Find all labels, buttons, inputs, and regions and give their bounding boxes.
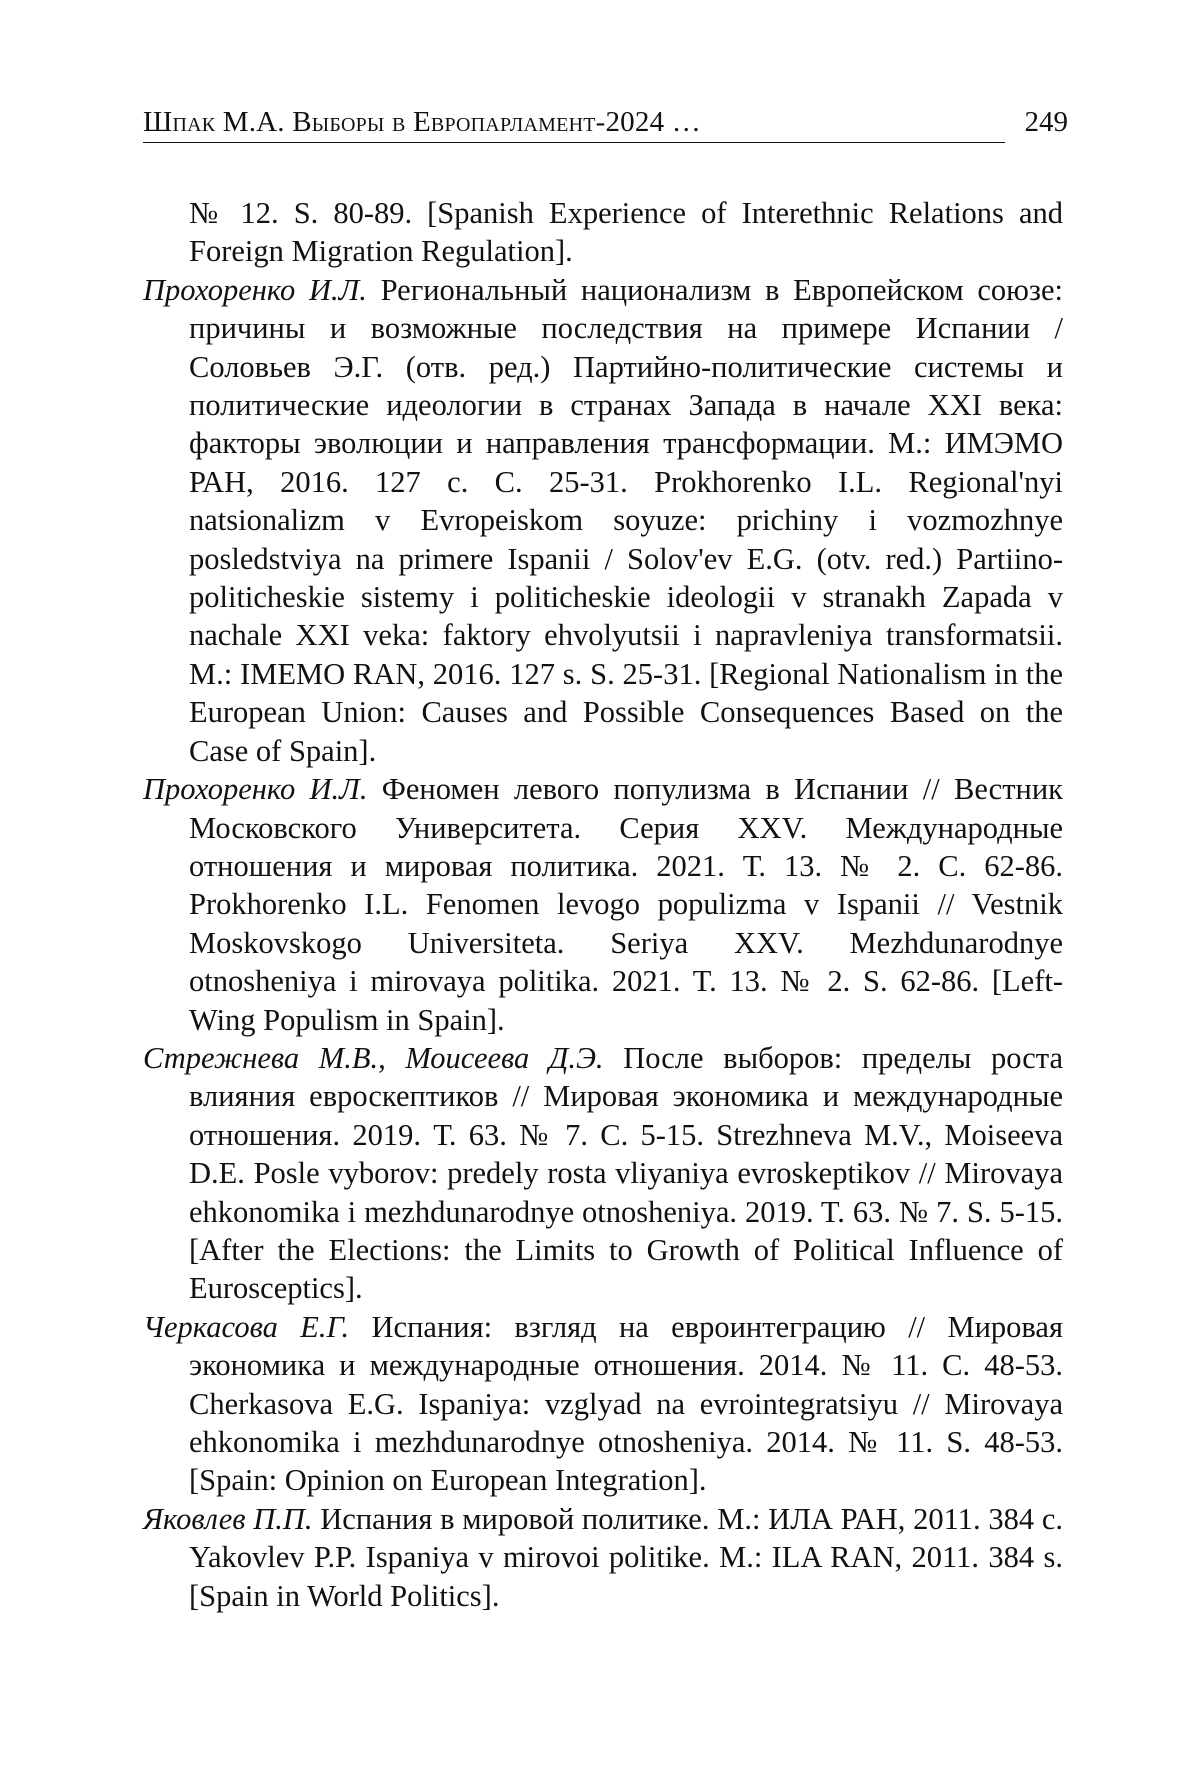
- reference-entry: [143, 1308, 1063, 1500]
- reference-authors: Прохоренко И.Л.: [143, 772, 368, 807]
- reference-text: После выборов: пределы роста влияния евроскептиков // Мировая экономика и международные отношения. 2019. Т. 63. № 7. С. 5-15. Strezhneva M.V., Moiseeva D.E. Posle vyborov: predely rosta vliyaniya evroskeptikov // Mirovaya ehkonomika i mezhdunarodnye otnosheniya. 2019. T. 63. № 7. S. 5-15. [After the Elections: the Limits to Growth of Political Influence of Eurosceptics].: [189, 1040, 1063, 1306]
- running-head: [143, 102, 1068, 143]
- reference-text: № 12. S. 80-89. [Spanish Experience of Interethnic Relations and Foreign Migration Regulation].: [189, 196, 1063, 269]
- reference-entry-continued: [143, 194, 1063, 271]
- reference-entry: [143, 1500, 1063, 1615]
- reference-entry: [143, 1039, 1063, 1308]
- reference-authors: Яковлев П.П.: [143, 1501, 313, 1536]
- page-number: 249: [1024, 106, 1068, 138]
- running-head-title: Шпак М.А. Выборы в Европарламент-2024 …: [143, 106, 701, 138]
- reference-text: Региональный национализм в Европейском союзе: причины и возможные последствия на примере Испании / Соловьев Э.Г. (отв. ред.) Партийно-политические системы и политические идеологии в странах Запада в начале XXI века: факторы эволюции и направления трансформации. М.: ИМЭМО РАН, 2016. 127 с. С. 25-31. Prokhorenko I.L. Regional'nyi natsionalizm v Evropeiskom soyuze: prichiny i vozmozhnye posledstviya na primere Ispanii / Solov'ev E.G. (otv. red.) Partiino-politicheskie sistemy i politicheskie ideologii v stranakh Zapada v nachale XXI veka: faktory ehvolyutsii i napravleniya transformatsii. M.: IMEMO RAN, 2016. 127 s. S. 25-31. [Regional Nationalism in the European Union: Causes and Possible Consequences Based on the Case of Spain].: [189, 272, 1063, 768]
- reference-authors: Черкасова Е.Г.: [143, 1309, 350, 1344]
- reference-text: Феномен левого популизма в Испании // Вестник Московского Университета. Серия XXV. Международные отношения и мировая политика. 2021. Т. 13. № 2. С. 62-86. Prokhorenko I.L. Fenomen levogo populizma v Ispanii // Vestnik Moskovskogo Universiteta. Seriya XXV. Mezhdunarodnye otnosheniya i mirovaya politika. 2021. T. 13. № 2. S. 62-86. [Left-Wing Populism in Spain].: [189, 772, 1063, 1037]
- reference-entry: [143, 770, 1063, 1039]
- reference-text: Испания в мировой политике. М.: ИЛА РАН, 2011. 384 с. Yakovlev P.P. Ispaniya v mirovoi politike. M.: ILA RAN, 2011. 384 s. [Spain in World Politics].: [189, 1501, 1064, 1613]
- reference-list: [143, 194, 1063, 1615]
- reference-authors: Прохоренко И.Л.: [143, 272, 367, 307]
- reference-entry: [143, 271, 1063, 770]
- reference-text: Испания: взгляд на евроинтеграцию // Мировая экономика и международные отношения. 2014. № 11. С. 48-53. Cherkasova E.G. Ispaniya: vzglyad na evrointegratsiyu // Mirovaya ehkonomika i mezhdunarodnye otnosheniya. 2014. № 11. S. 48-53. [Spain: Opinion on European Integration].: [189, 1309, 1063, 1498]
- reference-authors: Стрежнева М.В., Моисеева Д.Э.: [143, 1040, 604, 1075]
